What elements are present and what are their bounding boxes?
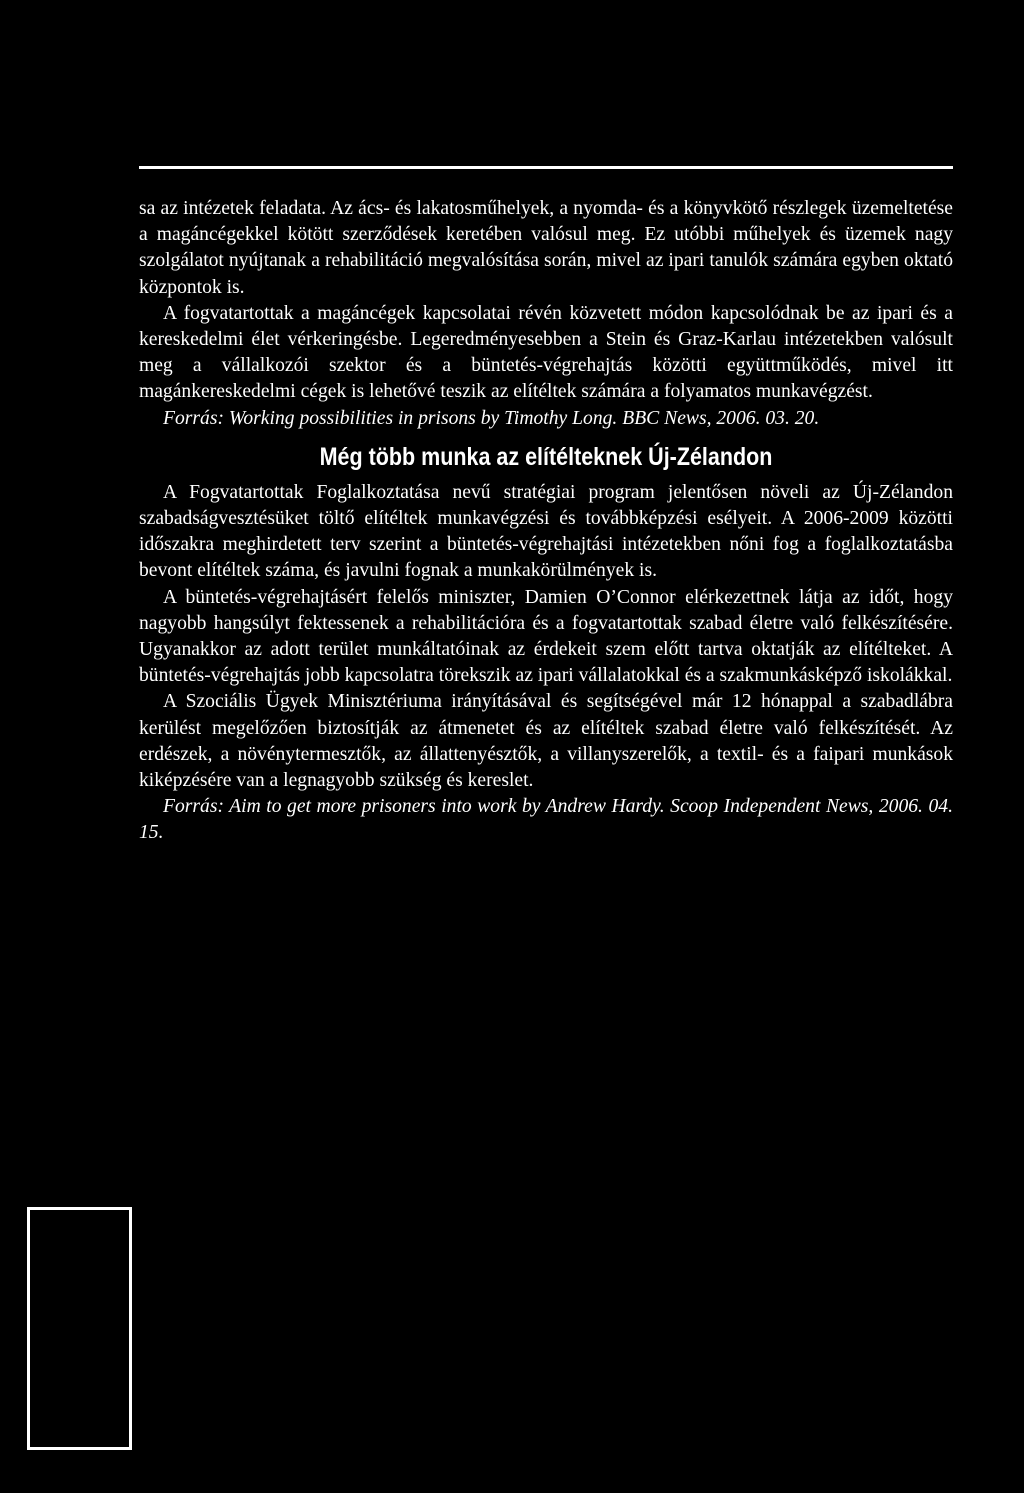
article1-paragraph2: A fogvatartottak a magáncégek kapcsolatai révén közvetett módon kapcsolódnak be az ipari és a kereskedelmi élet vérkeringésbe. Legeredményesebben a Stein és Graz-Karlau intézetekben valósult meg a vállalkozói szektor és a büntetés-végrehajtás közötti együttműködés, mivel itt magánkereskedelmi cégek is lehetővé teszik az elítéltek számára a folyamatos munkavégzést.: [139, 302, 953, 403]
header-rule: [139, 166, 953, 169]
article2-paragraph3: A Szociális Ügyek Minisztériuma irányításával és segítségével már 12 hónappal a szabadlábra kerülést megelőzően biztosítják az átmenetet és az elítéltek szabad életre való felkészítését. Az erdészek, a növénytermesztők, az állattenyésztők, a villanyszerelők, a textil- és a faipari munkások kiképzésére van a legnagyobb szükség és kereslet.: [139, 691, 953, 792]
article2-title: Még több munka az elítélteknek Új-Zélandon: [319, 442, 773, 471]
article1-paragraph1: sa az intézetek feladata. Az ács- és lakatosműhelyek, a nyomda- és a könyvkötő részlegek üzemeltetése a magáncégekkel kötött szerződések keretében valósul meg. Ez utóbbi műhelyek és üzemek nagy szolgálatot nyújtanak a rehabilitáció megvalósítása során, mivel az ipari tanulók számára egyben oktató központok is.: [139, 198, 953, 298]
article2-paragraph1: A Fogvatartottak Foglalkoztatása nevű stratégiai program jelentősen növeli az Új-Zélandon szabadságvesztésüket töltő elítéltek munkavégzési és továbbképzési esélyeit. A 2006-2009 közötti időszakra meghirdetett terv szerint a büntetés-végrehajtási intézetekben nőni fog a foglalkoztatásba bevont elítéltek száma, és javulni fognak a munkakörülmények is.: [139, 481, 953, 582]
page-body: [139, 196, 953, 847]
article1-source: Forrás: Working possibilities in prisons by Timothy Long. BBC News, 2006. 03. 20.: [163, 407, 820, 429]
empty-frame-box: [27, 1207, 132, 1450]
article2-source: Forrás: Aim to get more prisoners into work by Andrew Hardy. Scoop Independent News, 2006. 04. 15.: [139, 796, 953, 844]
article2-paragraph2: A büntetés-végrehajtásért felelős miniszter, Damien O’Connor elérkezettnek látja az időt, hogy nagyobb hangsúlyt fektessenek a rehabilitációra és a fogvatartottak szabad életre való felkészítésére. Ugyanakkor az adott terület munkáltatóinak az érdekeit szem előtt tartva oktatják az elítélteket. A büntetés-végrehajtás jobb kapcsolatra törekszik az ipari vállalatokkal és a szakmunkásképző iskolákkal.: [139, 586, 953, 687]
